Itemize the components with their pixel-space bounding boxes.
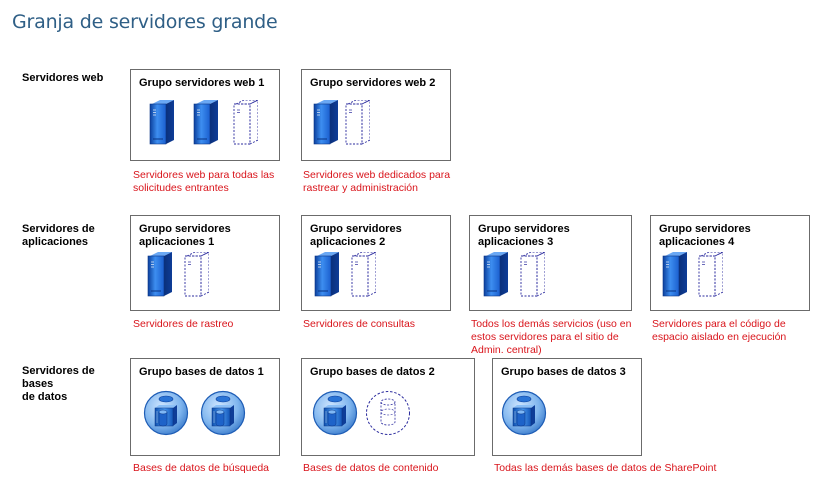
group-description-app-4: Servidores para el código de espacio aislado en ejecución [652, 318, 787, 343]
group-title-app-3: Grupo servidores aplicaciones 3 [478, 223, 570, 248]
group-title-app-1: Grupo servidores aplicaciones 1 [139, 223, 231, 248]
server-placeholder-icon [232, 100, 258, 146]
server-placeholder-icon [697, 252, 723, 298]
row-label-web-servers: Servidores web [22, 72, 104, 84]
group-box-app-3 [469, 215, 632, 311]
row-label-database-servers: Servidores de bases de datos [22, 365, 95, 403]
server-icon [312, 100, 338, 146]
server-icon [148, 100, 174, 146]
group-title-db-1: Grupo bases de datos 1 [139, 366, 264, 378]
server-icon [313, 252, 339, 298]
group-description-db-3: Todas las demás bases de datos de SharePoint [494, 462, 717, 474]
group-title-app-4: Grupo servidores aplicaciones 4 [659, 223, 751, 248]
server-icon [146, 252, 172, 298]
group-box-web-1 [130, 69, 280, 161]
server-placeholder-icon [350, 252, 376, 298]
server-placeholder-icon [183, 252, 209, 298]
group-title-web-1: Grupo servidores web 1 [139, 77, 265, 89]
server-placeholder-icon [519, 252, 545, 298]
row-label-application-servers: Servidores de aplicaciones [22, 223, 95, 248]
group-title-app-2: Grupo servidores aplicaciones 2 [310, 223, 402, 248]
page-title: Granja de servidores grande [12, 11, 278, 33]
group-box-db-3 [492, 358, 642, 456]
group-description-app-1: Servidores de rastreo [133, 318, 234, 330]
server-icon [192, 100, 218, 146]
group-box-db-2 [301, 358, 475, 456]
group-description-web-1: Servidores web para todas las solicitudes entrantes [133, 169, 275, 194]
database-server-icon [312, 390, 358, 436]
database-server-icon [200, 390, 246, 436]
group-description-db-2: Bases de datos de contenido [303, 462, 439, 474]
group-description-db-1: Bases de datos de búsqueda [133, 462, 270, 474]
group-title-db-3: Grupo bases de datos 3 [501, 366, 626, 378]
group-box-app-1 [130, 215, 280, 311]
group-description-app-3: Todos los demás servicios (uso en estos servidores para el sitio de Admin. central) [471, 318, 632, 356]
group-box-web-2 [301, 69, 451, 161]
server-placeholder-icon [344, 100, 370, 146]
database-server-icon [143, 390, 189, 436]
database-server-icon [501, 390, 547, 436]
group-box-db-1 [130, 358, 280, 456]
server-icon [661, 252, 687, 298]
group-description-web-2: Servidores web dedicados para rastrear y administración [303, 169, 451, 194]
server-icon [482, 252, 508, 298]
group-box-app-2 [301, 215, 451, 311]
database-server-placeholder-icon [365, 390, 411, 436]
group-box-app-4 [650, 215, 810, 311]
group-title-web-2: Grupo servidores web 2 [310, 77, 436, 89]
group-title-db-2: Grupo bases de datos 2 [310, 366, 435, 378]
group-description-app-2: Servidores de consultas [303, 318, 416, 330]
